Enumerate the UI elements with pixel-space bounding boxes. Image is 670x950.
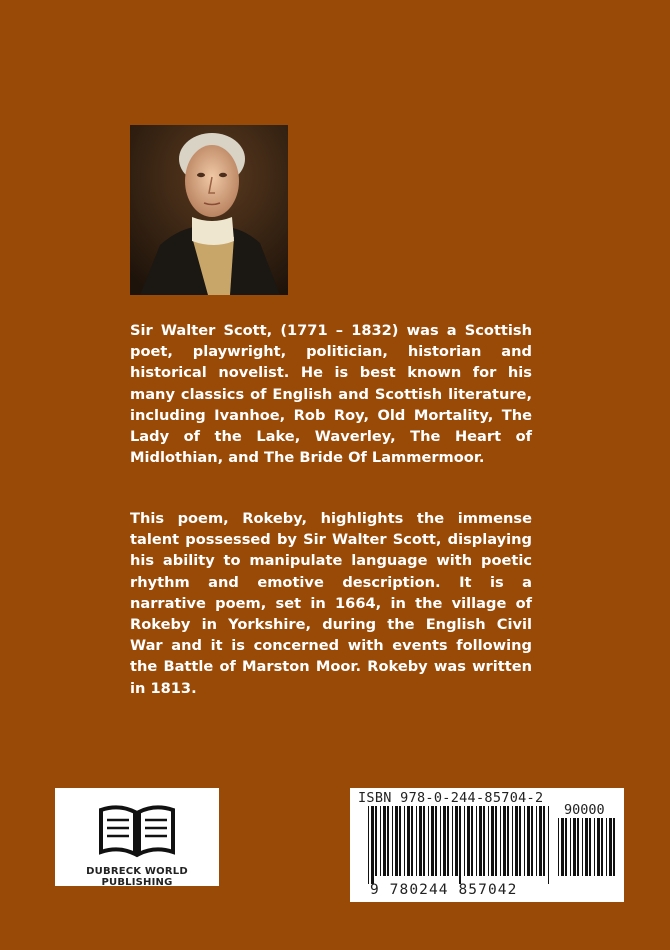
barcode-bar bbox=[483, 806, 485, 876]
barcode-bar bbox=[399, 806, 401, 876]
barcode-bar bbox=[548, 806, 549, 884]
barcode-bar bbox=[368, 806, 369, 884]
barcode-bar bbox=[471, 806, 473, 876]
barcode-bar bbox=[392, 806, 393, 876]
barcode-bar bbox=[582, 818, 583, 876]
barcode-bar bbox=[404, 806, 405, 876]
barcode-bar bbox=[467, 806, 470, 876]
portrait-image bbox=[130, 125, 288, 295]
barcode-bar bbox=[375, 806, 377, 876]
barcode-bar bbox=[479, 806, 482, 876]
barcode-bar bbox=[524, 806, 525, 876]
price-code: 90000 bbox=[564, 802, 605, 818]
book-description-paragraph: This poem, Rokeby, highlights the immense talent possessed by Sir Walter Scott, displaying his ability to manipulate language with poetic rhythm and emotive description. It is a narrative poem, set in 1664, in the village of Rokeby in Yorkshire, during the English Civil War and it is concerned with events following the Battle of Marston Moor. Rokeby was written in 1813. bbox=[130, 510, 532, 697]
barcode-bar bbox=[407, 806, 410, 876]
author-bio-paragraph: Sir Walter Scott, (1771 – 1832) was a Scottish poet, playwright, politician, historian and historical novelist. He is best known for his many classics of English and Scottish literature, including Ivanhoe, Rob Roy, Old Mortality, The Lady of the Lake, Waverley, The Heart of Midlothian, and The Bride Of Lammermoor. bbox=[130, 322, 532, 467]
barcode-bar bbox=[387, 806, 389, 876]
barcode-bar bbox=[561, 818, 564, 876]
barcode-bar bbox=[476, 806, 477, 876]
barcode-bar bbox=[536, 806, 537, 876]
barcode-bar bbox=[543, 806, 545, 876]
barcode-bar bbox=[519, 806, 521, 876]
barcode-bar bbox=[488, 806, 489, 876]
barcode-bar bbox=[435, 806, 437, 876]
barcode-bar bbox=[558, 818, 559, 876]
barcode-bar bbox=[601, 818, 603, 876]
barcode-bar bbox=[380, 806, 381, 876]
barcode-bar bbox=[459, 806, 461, 884]
barcode-bar bbox=[416, 806, 417, 876]
open-book-icon bbox=[97, 800, 177, 860]
publisher-name: DUBRECK WORLD PUBLISHING bbox=[86, 866, 188, 888]
barcode-bar bbox=[613, 818, 615, 876]
barcode-bar bbox=[597, 818, 600, 876]
author-portrait bbox=[130, 125, 288, 295]
barcode-bar bbox=[573, 818, 576, 876]
barcode-bar bbox=[383, 806, 386, 876]
barcode-bar bbox=[428, 806, 429, 876]
barcode-bar bbox=[531, 806, 533, 876]
barcode-bar bbox=[594, 818, 595, 876]
ean-barcode-bars bbox=[368, 806, 552, 884]
barcode-bar bbox=[455, 806, 458, 876]
barcode-bar bbox=[527, 806, 530, 876]
barcode-bar bbox=[447, 806, 449, 876]
barcode-bar bbox=[440, 806, 441, 876]
barcode-bar bbox=[565, 818, 567, 876]
barcode-bar bbox=[570, 818, 571, 876]
barcode-bar bbox=[500, 806, 501, 876]
barcode-bar bbox=[606, 818, 607, 876]
barcode-bar bbox=[589, 818, 591, 876]
barcode-bar bbox=[464, 806, 465, 876]
barcode-bar bbox=[491, 806, 494, 876]
barcode-bar bbox=[452, 806, 453, 876]
barcode-bar bbox=[609, 818, 612, 876]
barcode-bar bbox=[395, 806, 398, 876]
barcode-bar bbox=[585, 818, 588, 876]
isbn-label: ISBN 978-0-244-85704-2 bbox=[358, 790, 544, 806]
barcode-bar bbox=[503, 806, 506, 876]
barcode-bar bbox=[443, 806, 446, 876]
barcode-bar bbox=[539, 806, 542, 876]
barcode-bar bbox=[419, 806, 422, 876]
addon-barcode-bars bbox=[558, 818, 616, 896]
barcode-bar bbox=[411, 806, 413, 876]
barcode-bar bbox=[512, 806, 513, 876]
isbn-barcode bbox=[350, 788, 624, 902]
barcode-bar bbox=[495, 806, 497, 876]
ean-digits: 9 780244 857042 bbox=[370, 882, 518, 898]
barcode-bar bbox=[577, 818, 579, 876]
barcode-bar bbox=[423, 806, 425, 876]
publisher-logo bbox=[55, 788, 219, 886]
barcode-bar bbox=[371, 806, 374, 884]
barcode-bar bbox=[431, 806, 434, 876]
barcode-bar bbox=[507, 806, 509, 876]
barcode-bar bbox=[515, 806, 518, 876]
